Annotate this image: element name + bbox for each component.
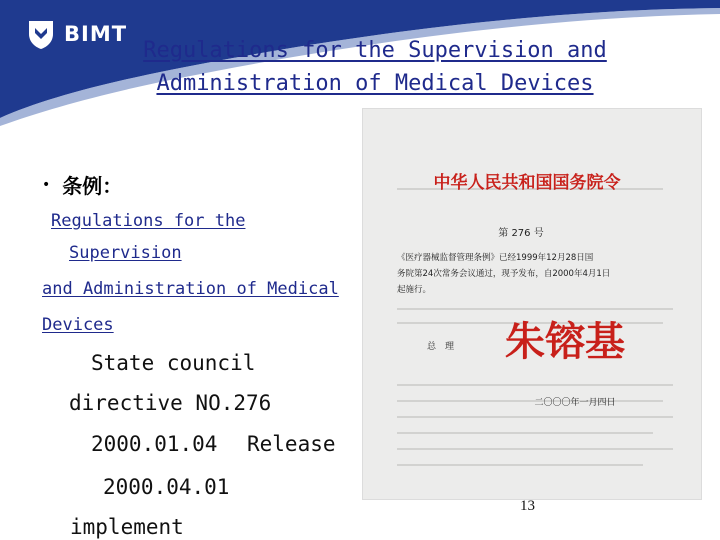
bimt-logo — [26, 18, 127, 50]
slide-title-line1[interactable]: Regulations for the Supervision and — [143, 38, 607, 63]
decree-body-line3: 起施行。 — [397, 285, 432, 295]
logo-text: BIMT — [64, 22, 128, 46]
shield-icon — [26, 18, 56, 50]
decree-document-image — [362, 108, 702, 500]
implement-label-text: implement — [70, 515, 184, 539]
regulation-link-line1[interactable]: Regulations for the — [51, 211, 246, 231]
premier-signature: 朱镕基 — [505, 318, 625, 365]
slide-title[interactable] — [120, 34, 630, 100]
bullet-item — [42, 170, 122, 199]
release-date-text: 2000.01.04 — [91, 432, 218, 456]
premier-label: 总 理 — [427, 342, 455, 352]
bullet-icon: • — [42, 176, 51, 193]
decree-body-line2: 务院第24次常务会议通过，现予发布，自2000年4月1日 — [397, 269, 611, 279]
decree-number: 第 276 号 — [498, 228, 544, 239]
slide-title-line2[interactable]: Administration of Medical Devices — [156, 71, 594, 96]
bullet-label: 条例： — [62, 174, 123, 198]
regulation-link-line4[interactable]: Devices — [42, 315, 114, 335]
page-number: 13 — [520, 498, 535, 514]
regulation-link-line2[interactable]: Supervision — [69, 243, 182, 263]
directive-text: directive NO.276 — [69, 391, 272, 415]
state-council-text: State council — [91, 351, 256, 375]
implement-date-text: 2000.04.01 — [103, 475, 230, 499]
regulation-link-line3[interactable]: and Administration of Medical — [42, 279, 339, 299]
release-label-text: Release — [247, 432, 336, 456]
decree-heading: 中华人民共和国国务院令 — [433, 173, 621, 193]
decree-date: 二〇〇〇年一月四日 — [534, 398, 616, 408]
decree-body-line1: 《医疗器械监督管理条例》已经1999年12月28日国 — [397, 253, 594, 263]
